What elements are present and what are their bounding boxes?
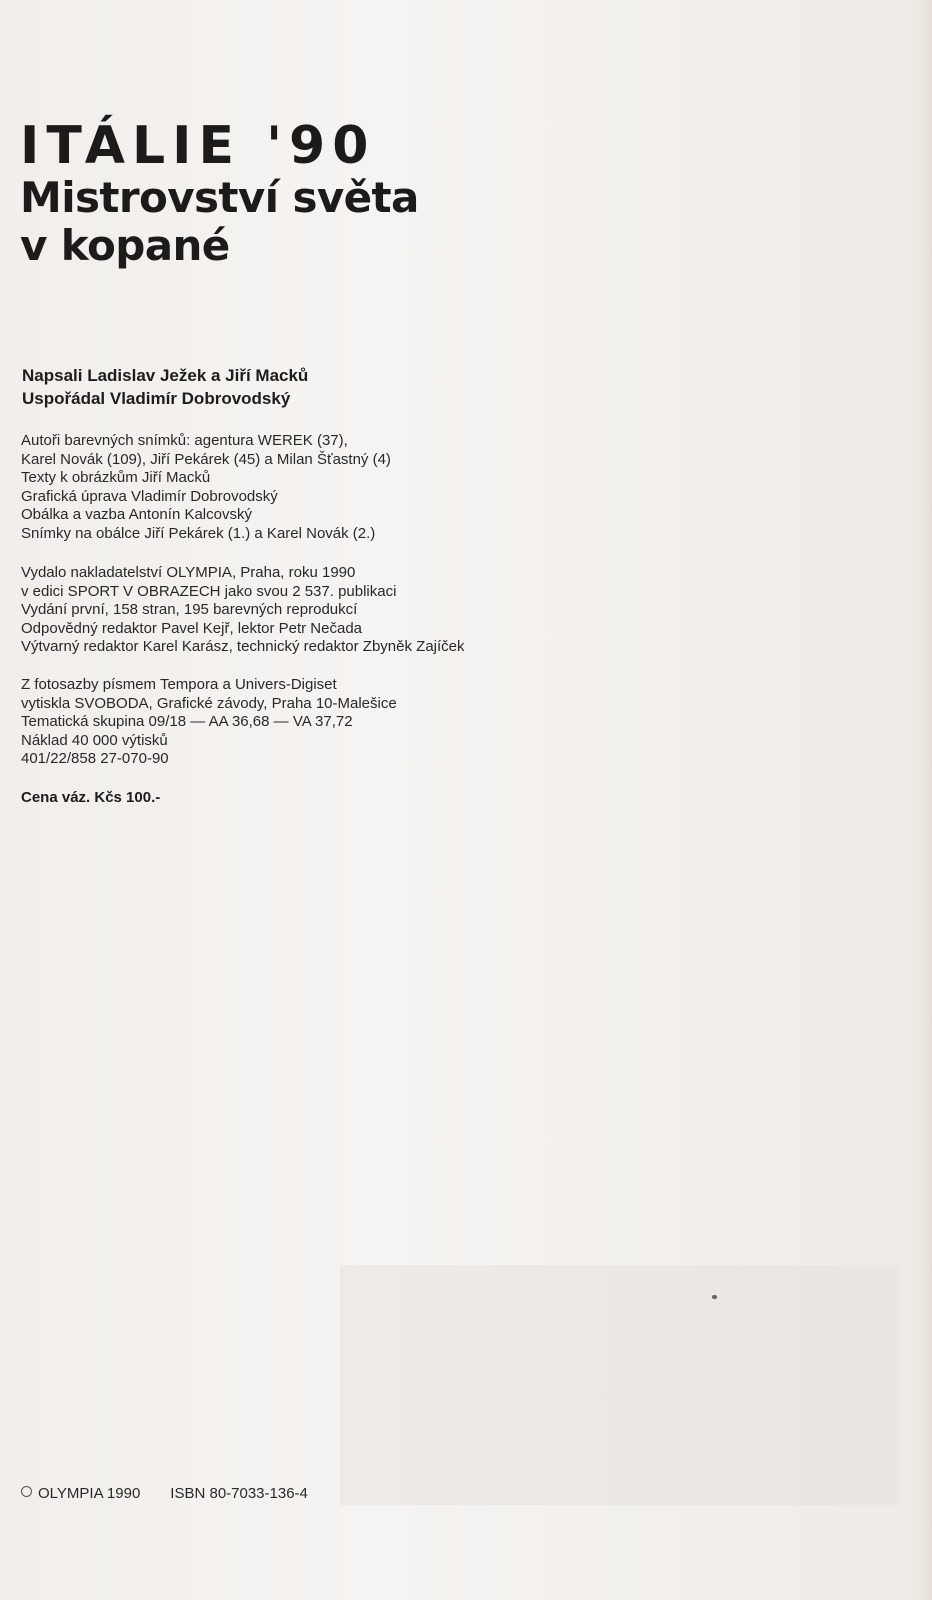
publication-block [21, 564, 465, 657]
credits-line: Grafická úprava Vladimír Dobrovodský [21, 487, 278, 505]
publication-line: Odpovědný redaktor Pavel Kejř, lektor Petr Nečada [21, 619, 363, 637]
printing-line: vytiskla SVOBODA, Grafické závody, Praha 10-Malešice [21, 694, 397, 712]
authors-block [22, 364, 308, 410]
credits-line: Obálka a vazba Antonín Kalcovský [21, 506, 252, 523]
footer [21, 1485, 308, 1503]
book-subtitle [20, 174, 480, 270]
publication-line: v edici SPORT V OBRAZECH jako svou 2 537. publikaci [21, 582, 397, 600]
paper-speck [712, 1295, 717, 1299]
book-title: ITÁLIE '90 [20, 116, 376, 176]
credits-line: Karel Novák (109), Jiří Pekárek (45) a Milan Šťastný (4) [21, 450, 391, 468]
subtitle-line: v kopané [20, 221, 230, 270]
publication-line: Vydalo nakladatelství OLYMPIA, Praha, roku 1990 [21, 564, 356, 581]
printing-block [21, 676, 397, 769]
printing-line: Náklad 40 000 výtisků [21, 731, 168, 749]
printing-line: Tematická skupina 09/18 — AA 36,68 — VA 37,72 [21, 713, 353, 730]
credits-line: Autoři barevných snímků: agentura WEREK (37), [21, 432, 348, 449]
editor-line: Uspořádal Vladimír Dobrovodský [22, 389, 291, 408]
isbn-text: ISBN 80-7033-136-4 [170, 1485, 308, 1502]
copyright-icon [21, 1486, 32, 1497]
authors-line: Napsali Ladislav Ježek a Jiří Macků [22, 366, 309, 385]
page-edge-shadow [918, 0, 932, 1600]
publication-line: Vydání první, 158 stran, 195 barevných reprodukcí [21, 601, 358, 618]
credits-line: Snímky na obálce Jiří Pekárek (1.) a Karel Novák (2.) [21, 524, 376, 542]
printing-line: Z fotosazby písmem Tempora a Univers-Digiset [21, 676, 337, 693]
paper-stain [340, 1265, 900, 1505]
credits-block [21, 432, 391, 543]
copyright-text: OLYMPIA 1990 [38, 1485, 141, 1502]
credits-line: Texty k obrázkům Jiří Macků [21, 469, 211, 486]
publication-line: Výtvarný redaktor Karel Karász, technický redaktor Zbyněk Zajíček [21, 638, 465, 655]
title-block [20, 118, 480, 270]
price-label: Cena váz. Kčs 100.- [21, 789, 161, 806]
printing-line: 401/22/858 27-070-90 [21, 750, 169, 767]
subtitle-line: Mistrovství světa [20, 173, 419, 222]
